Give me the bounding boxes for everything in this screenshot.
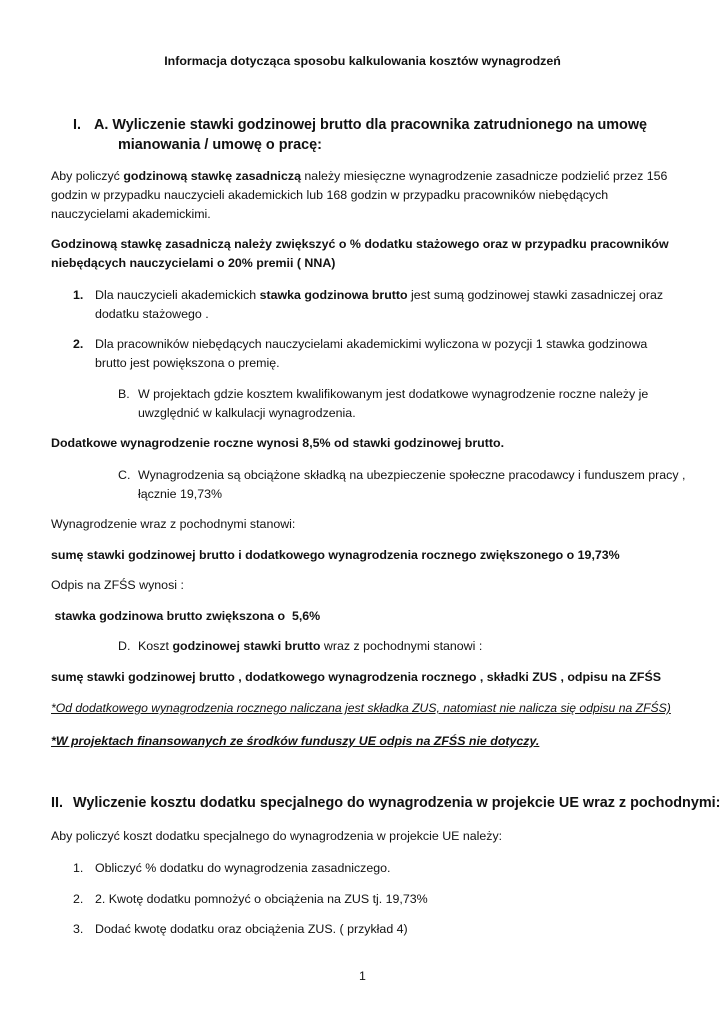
bold-text: godzinową stawkę zasadniczą xyxy=(123,169,301,183)
list-item-2-number: 2. xyxy=(73,337,84,351)
text: Koszt xyxy=(138,639,173,653)
section-i-heading-line1: A. Wyliczenie stawki godzinowej brutto dla pracownika zatrudnionego na umowę xyxy=(94,117,648,133)
list-item-2-line1: Dla pracowników niebędących nauczycielami akademickimi wyliczona w pozycji 1 stawka godzinowa xyxy=(95,337,648,351)
paragraph-1-line1 xyxy=(51,166,667,186)
paragraph-2-line1: Godzinową stawkę zasadniczą należy zwiększyć o % dodatku stażowego oraz w przypadku pracowników xyxy=(51,237,669,251)
step-2-number: 2. xyxy=(73,892,84,906)
text: wraz z pochodnymi stanowi : xyxy=(320,639,483,653)
list-item-d-letter: D. xyxy=(118,639,131,653)
note-2: *W projektach finansowanych ze środków funduszy UE odpis na ZFŚS nie dotyczy. xyxy=(51,734,540,748)
list-item-c-line2: łącznie 19,73% xyxy=(138,487,223,501)
paragraph-5: sumę stawki godzinowej brutto i dodatkowego wynagrodzenia rocznego zwiększonego o 19,73% xyxy=(51,548,620,562)
section-ii-heading: Wyliczenie kosztu dodatku specjalnego do wynagrodzenia w projekcie UE wraz z pochodnymi: xyxy=(73,795,721,811)
section-i-number: I. xyxy=(73,117,81,133)
list-item-b-line2: uwzględnić w kalkulacji wynagrodzenia. xyxy=(138,406,356,420)
list-item-b-letter: B. xyxy=(118,387,130,401)
step-1-text: Obliczyć % dodatku do wynagrodzenia zasadniczego. xyxy=(95,861,391,875)
paragraph-2-line2: niebędących nauczycielami o 20% premii ( NNA) xyxy=(51,256,336,270)
list-item-1-number: 1. xyxy=(73,288,84,302)
list-item-c-line1: Wynagrodzenia są obciążone składką na ubezpieczenie społeczne pracodawcy i funduszem pracy , xyxy=(138,468,686,482)
section-ii-intro: Aby policzyć koszt dodatku specjalnego do wynagrodzenia w projekcie UE należy: xyxy=(51,829,503,843)
text: Dla nauczycieli akademickich xyxy=(95,288,260,302)
section-i-heading-line2: mianowania / umowę o pracę: xyxy=(118,137,322,153)
document-title: Informacja dotycząca sposobu kalkulowania kosztów wynagrodzeń xyxy=(164,54,561,68)
list-item-2-line2: brutto jest powiększona o premię. xyxy=(95,356,280,370)
bold-text: godzinowej stawki brutto xyxy=(172,639,321,653)
step-1-number: 1. xyxy=(73,861,84,875)
step-2-text: 2. Kwotę dodatku pomnożyć o obciążenia na ZUS tj. 19,73% xyxy=(95,892,428,906)
list-item-c-letter: C. xyxy=(118,468,131,482)
text: należy miesięczne wynagrodzenie zasadnicze podzielić przez 156 xyxy=(300,169,668,183)
text: jest sumą godzinowej stawki zasadniczej oraz xyxy=(407,288,664,302)
page-number: 1 xyxy=(359,969,366,983)
section-ii-number: II. xyxy=(51,795,63,811)
paragraph-7: stawka godzinowa brutto zwiększona o 5,6% xyxy=(51,609,321,623)
step-3-text: Dodać kwotę dodatku oraz obciążenia ZUS. ( przykład 4) xyxy=(95,922,408,936)
list-item-d-line xyxy=(138,636,482,656)
bold-text: stawka godzinowa brutto xyxy=(259,288,408,302)
paragraph-4: Wynagrodzenie wraz z pochodnymi stanowi: xyxy=(51,517,296,531)
step-3-number: 3. xyxy=(73,922,84,936)
paragraph-1-line3: nauczycielami akademickimi. xyxy=(51,207,211,221)
list-item-1-line2: dodatku stażowego . xyxy=(95,307,209,321)
paragraph-6: Odpis na ZFŚS wynosi : xyxy=(51,578,184,592)
list-item-1-line1 xyxy=(95,285,663,305)
list-item-b-line1: W projektach gdzie kosztem kwalifikowanym jest dodatkowe wynagrodzenie roczne należy je xyxy=(138,387,649,401)
note-1: *Od dodatkowego wynagrodzenia rocznego naliczana jest składka ZUS, natomiast nie nalicza się odpisu na ZFŚS) xyxy=(51,701,671,715)
paragraph-3: Dodatkowe wynagrodzenie roczne wynosi 8,5% od stawki godzinowej brutto. xyxy=(51,436,505,450)
text: Aby policzyć xyxy=(51,169,124,183)
paragraph-1-line2: godzin w przypadku nauczycieli akademickich lub 168 godzin w przypadku pracowników niebędących xyxy=(51,188,609,202)
paragraph-8: sumę stawki godzinowej brutto , dodatkowego wynagrodzenia rocznego , składki ZUS , odpisu na ZFŚS xyxy=(51,670,661,684)
